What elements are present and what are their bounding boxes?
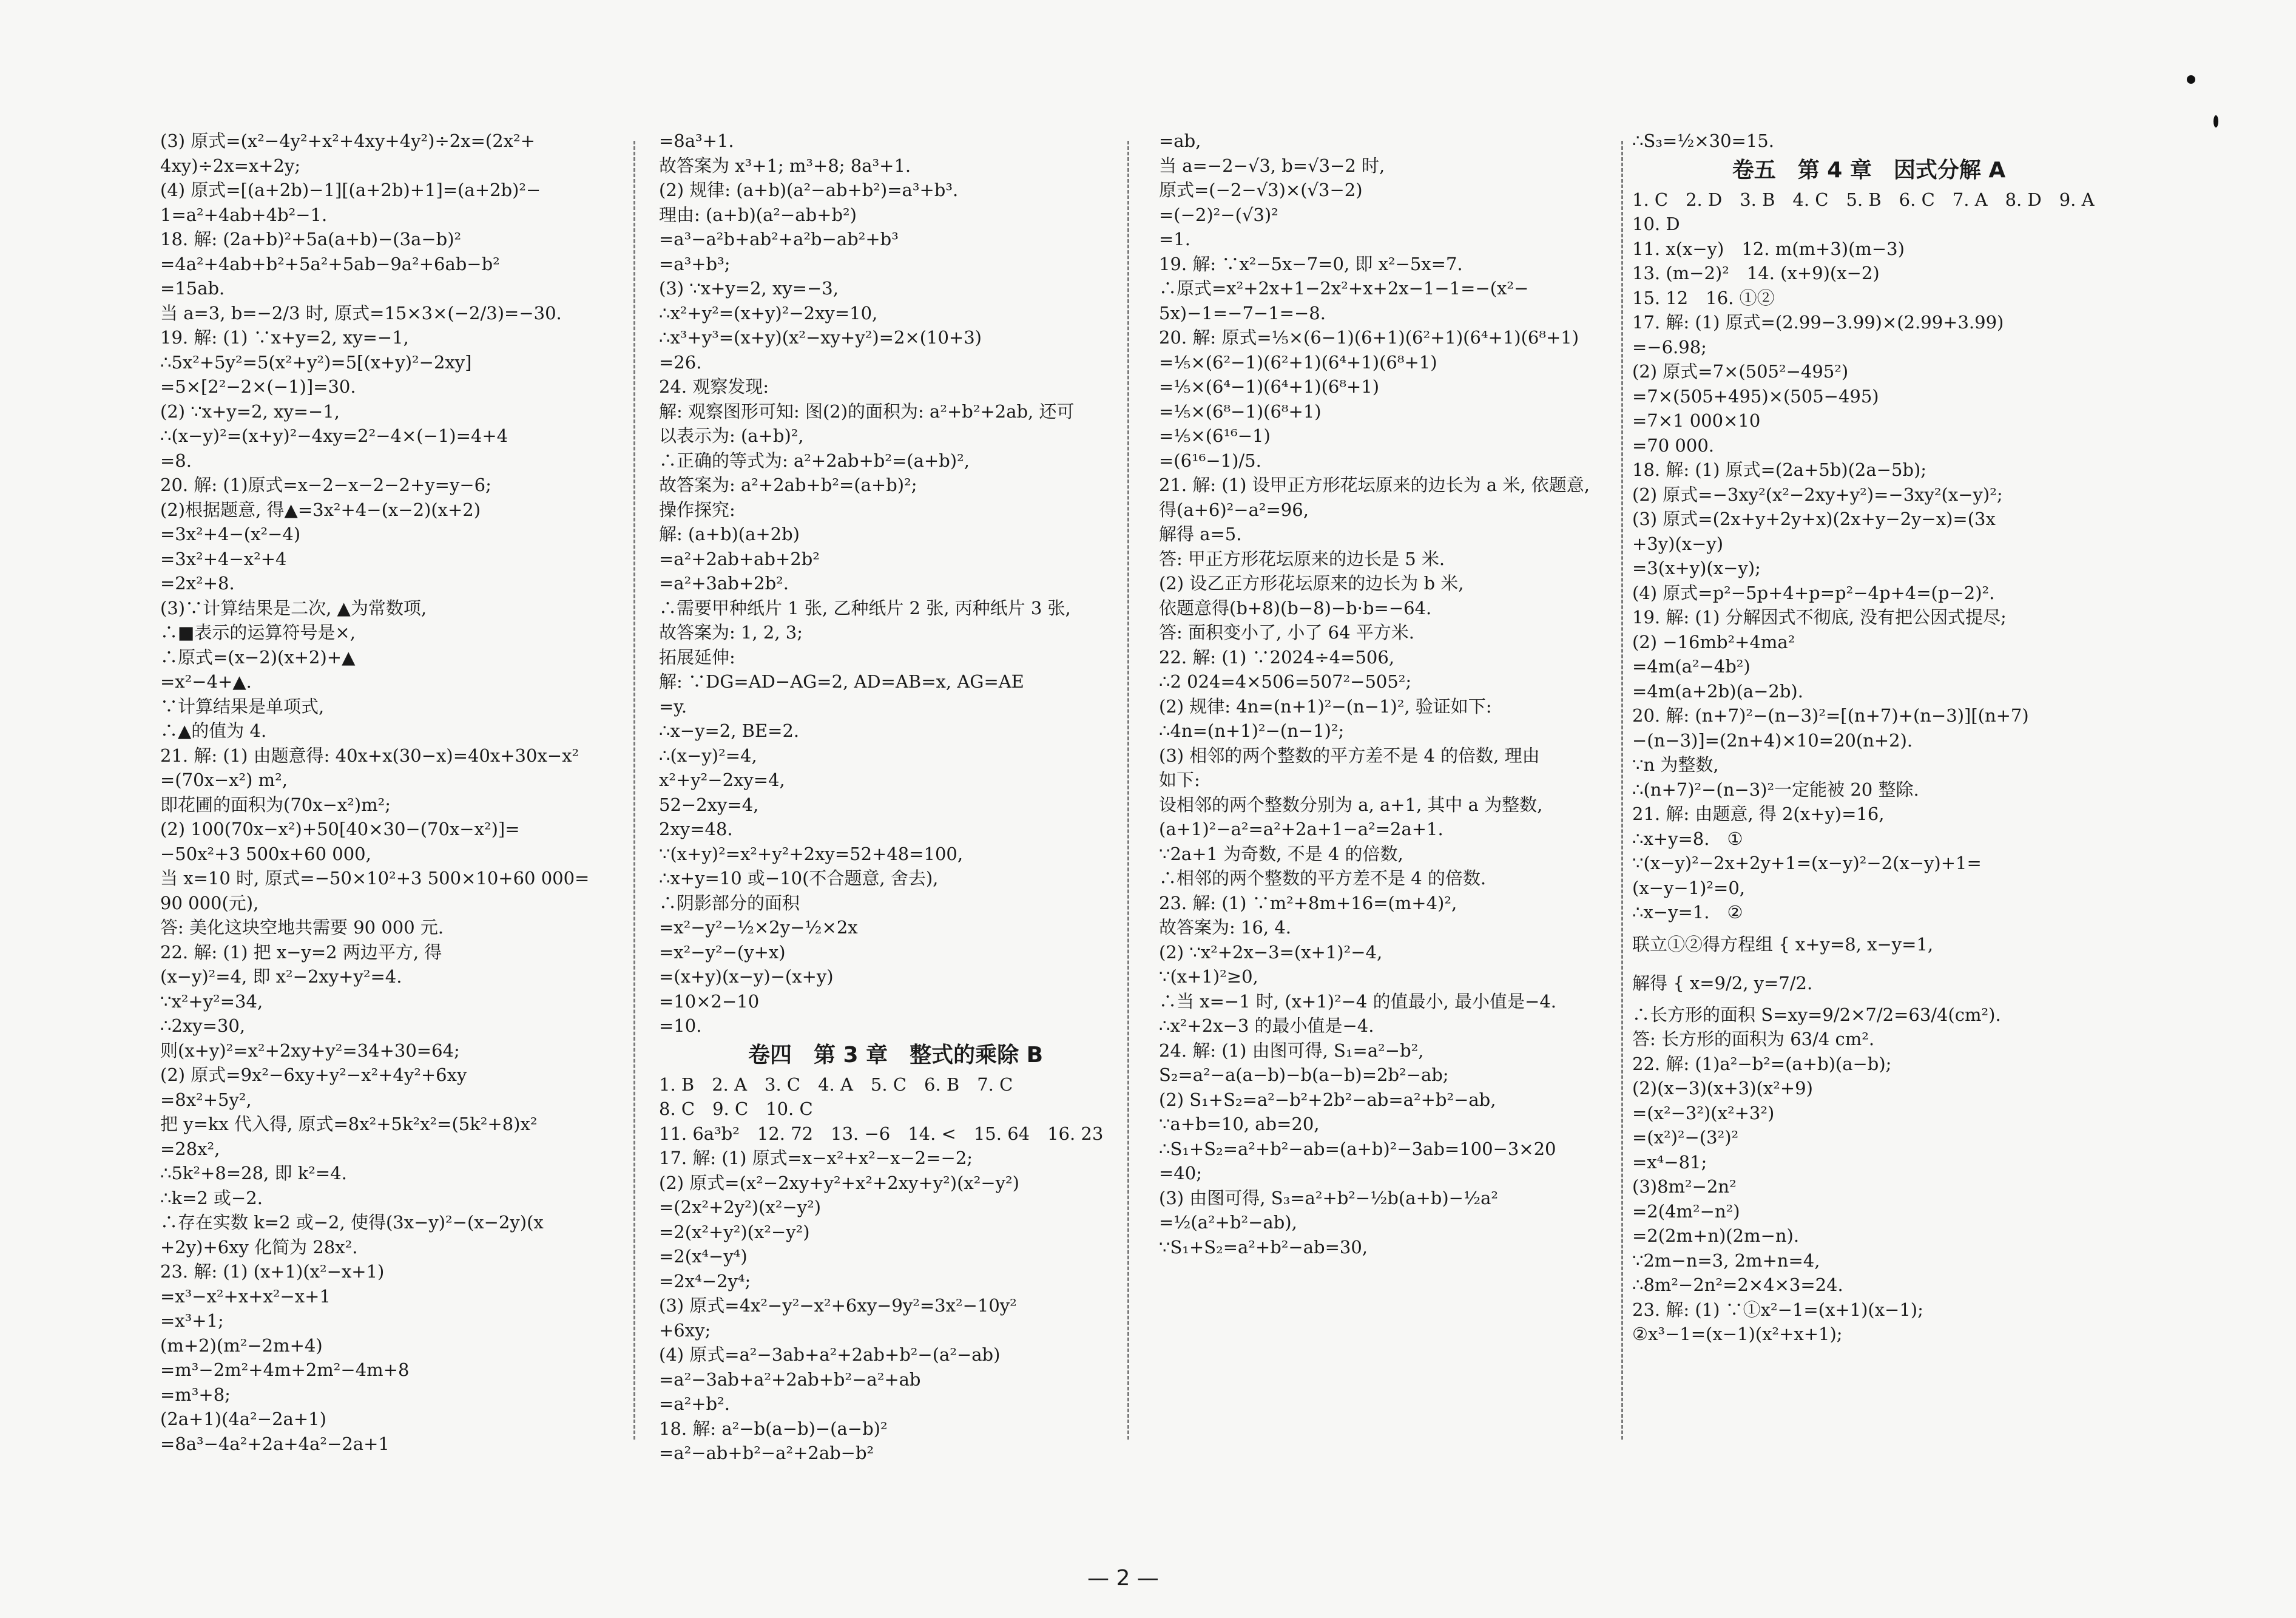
text-line: =70 000. xyxy=(1632,435,1714,456)
text-line: (2) −16mb²+4ma² xyxy=(1632,631,1795,652)
text-line: −(n−3)]=(2n+4)×10=20(n+2). xyxy=(1632,729,1913,751)
text-line: (3) 原式=(x²−4y²+x²+4xy+4y²)÷2x=(2x²+ xyxy=(160,130,535,151)
text-line: 8. C 9. C 10. C xyxy=(659,1098,813,1119)
text-line: ∴8m²−2n²=2×4×3=24. xyxy=(1632,1274,1843,1295)
text-line: (3) ∵x+y=2, xy=−3, xyxy=(659,278,839,299)
text-line: (2) 设乙正方形花坛原来的边长为 b 米, xyxy=(1159,573,1464,594)
text-line: 解: ∵DG=AD−AG=2, AD=AB=x, AG=AE xyxy=(659,671,1024,692)
text-line: 23. 解: (1) (x+1)(x²−x+1) xyxy=(160,1261,385,1282)
text-line: ∴■表示的运算符号是×, xyxy=(160,622,356,643)
text-line: 20. 解: (1)原式=x−2−x−2−2+y=y−6; xyxy=(160,475,491,495)
text-line: =8x²+5y², xyxy=(160,1089,252,1110)
text-line: (3)∵计算结果是二次, ▲为常数项, xyxy=(160,597,427,618)
text-line: ∴S₃=½×30=15. xyxy=(1632,130,1774,151)
text-line: ∴(x−y)²=4, xyxy=(659,745,757,766)
text-line: ∴S₁+S₂=a²+b²−ab=(a+b)²−3ab=100−3×20 xyxy=(1159,1138,1556,1159)
text-line: 20. 解: (n+7)²−(n−3)²=[(n+7)+(n−3)][(n+7) xyxy=(1632,705,2029,726)
text-line: =(x+y)(x−y)−(x+y) xyxy=(659,966,834,987)
text-line: 13. (m−2)² 14. (x+9)(x−2) xyxy=(1632,263,1880,283)
text-line: 4xy)÷2x=x+2y; xyxy=(160,155,301,176)
text-line: 故答案为: a²+2ab+b²=(a+b)²; xyxy=(659,475,917,495)
text-line: =7×(505+495)×(505−495) xyxy=(1632,385,1879,407)
text-line: (2) 100(70x−x²)+50[40×30−(70x−x²)]= xyxy=(160,819,520,839)
text-line: 故答案为: 1, 2, 3; xyxy=(659,622,803,643)
text-line: ∴需要甲种纸片 1 张, 乙种纸片 2 张, 丙种纸片 3 张, xyxy=(659,597,1071,618)
text-line: ∴阴影部分的面积 xyxy=(659,892,800,913)
text-line: 5x)−1=−7−1=−8. xyxy=(1159,302,1326,323)
text-line: (2) S₁+S₂=a²−b²+2b²−ab=a²+b²−ab, xyxy=(1159,1089,1496,1110)
text-line: =1. xyxy=(1159,229,1190,249)
text-line: =(70x−x²) m², xyxy=(160,770,288,790)
text-line: =⅕×(6¹⁶−1) xyxy=(1159,425,1271,446)
text-line: 18. 解: (2a+b)²+5a(a+b)−(3a−b)² xyxy=(160,229,462,249)
text-line: 解得 a=5. xyxy=(1159,524,1242,544)
text-line: (3) 相邻的两个整数的平方差不是 4 的倍数, 理由 xyxy=(1159,745,1540,766)
text-line: 联立①②得方程组 { x+y=8, x−y=1, xyxy=(1632,933,1934,955)
text-line: (m+2)(m²−2m+4) xyxy=(160,1335,323,1356)
text-line: =3x²+4−(x²−4) xyxy=(160,524,301,544)
text-line: 故答案为 x³+1; m³+8; 8a³+1. xyxy=(659,155,911,176)
text-line: 18. 解: (1) 原式=(2a+5b)(2a−5b); xyxy=(1632,459,1927,480)
text-line: =x³−x²+x+x²−x+1 xyxy=(160,1285,331,1307)
text-line: +6xy; xyxy=(659,1319,711,1341)
text-line: (2) 原式=(x²−2xy+y²+x²+2xy+y²)(x²−y²) xyxy=(659,1172,1019,1193)
text-line: =4a²+4ab+b²+5a²+5ab−9a²+6ab−b² xyxy=(160,253,500,274)
column-divider xyxy=(633,141,635,1440)
text-line: 11. x(x−y) 12. m(m+3)(m−3) xyxy=(1632,238,1905,259)
text-line: 依题意得(b+8)(b−8)−b·b=−64. xyxy=(1159,597,1432,618)
text-line: =2(4m²−n²) xyxy=(1632,1200,1740,1222)
text-line: 如下: xyxy=(1159,770,1200,790)
column-1 xyxy=(160,129,633,1456)
text-line: 22. 解: (1) 把 x−y=2 两边平方, 得 xyxy=(160,941,442,963)
text-line: 23. 解: (1) ∵①x²−1=(x+1)(x−1); xyxy=(1632,1299,1923,1320)
text-line: 解: 观察图形可知: 图(2)的面积为: a²+b²+2ab, 还可 xyxy=(659,401,1075,422)
text-line: 卷四 第 3 章 整式的乘除 B xyxy=(748,1042,1044,1068)
text-line: ∴5k²+8=28, 即 k²=4. xyxy=(160,1163,347,1183)
text-line: 1. B 2. A 3. C 4. A 5. C 6. B 7. C xyxy=(659,1074,1013,1095)
text-line: =(6¹⁶−1)/5. xyxy=(1159,450,1261,471)
text-line: ∵2a+1 为奇数, 不是 4 的倍数, xyxy=(1159,843,1403,864)
text-line: 22. 解: (1) ∵2024÷4=506, xyxy=(1159,646,1395,668)
text-line: S₂=a²−a(a−b)−b(a−b)=2b²−ab; xyxy=(1159,1065,1449,1085)
text-line: =y. xyxy=(659,696,687,717)
text-line: 以表示为: (a+b)², xyxy=(659,425,804,446)
text-line: 2xy=48. xyxy=(659,819,733,839)
text-line: 19. 解: (1) ∵x+y=2, xy=−1, xyxy=(160,327,409,348)
text-line: ∴4n=(n+1)²−(n−1)²; xyxy=(1159,720,1345,741)
text-line: =½(a²+b²−ab), xyxy=(1159,1212,1297,1233)
text-line: =3(x+y)(x−y); xyxy=(1632,558,1761,578)
text-line: 24. 解: (1) 由图可得, S₁=a²−b², xyxy=(1159,1040,1424,1061)
text-line: =a²+3ab+2b². xyxy=(659,573,789,594)
text-line: ∴原式=x²+2x+1−2x²+x+2x−1−1=−(x²− xyxy=(1159,278,1529,299)
text-line: =2(2m+n)(2m−n). xyxy=(1632,1225,1800,1246)
text-line: (2a+1)(4a²−2a+1) xyxy=(160,1409,326,1429)
text-line: ∴相邻的两个整数的平方差不是 4 的倍数. xyxy=(1159,868,1487,889)
text-line: (3) 原式=(2x+y+2y+x)(2x+y−2y−x)=(3x xyxy=(1632,509,1996,529)
text-line: x²+y²−2xy=4, xyxy=(659,770,785,790)
text-line: 17. 解: (1) 原式=x−x²+x²−x−2=−2; xyxy=(659,1148,973,1168)
text-line: 答: 面积变小了, 小了 64 平方米. xyxy=(1159,622,1414,643)
text-line: 23. 解: (1) ∵m²+8m+16=(m+4)², xyxy=(1159,892,1457,913)
text-line: (2) 规律: 4n=(n+1)²−(n−1)², 验证如下: xyxy=(1159,696,1492,717)
text-line: ∴(n+7)²−(n−3)²一定能被 20 整除. xyxy=(1632,779,1919,800)
text-line: ∴5x²+5y²=5(x²+y²)=5[(x+y)²−2xy] xyxy=(160,351,472,373)
text-line: 答: 长方形的面积为 63/4 cm². xyxy=(1632,1029,1875,1049)
text-line: 21. 解: (1) 由题意得: 40x+x(30−x)=40x+30x−x² xyxy=(160,745,579,766)
column-3 xyxy=(1159,129,1632,1259)
text-line: =⅕×(6⁸−1)(6⁸+1) xyxy=(1159,401,1322,422)
text-line: =10×2−10 xyxy=(659,990,760,1012)
text-line: 22. 解: (1)a²−b²=(a+b)(a−b); xyxy=(1632,1053,1892,1074)
text-line: ∵(x−y)²−2x+2y+1=(x−y)²−2(x−y)+1= xyxy=(1632,853,1982,873)
text-line: =x²−y²−½×2y−½×2x xyxy=(659,917,858,938)
text-line: (4) 原式=a²−3ab+a²+2ab+b²−(a²−ab) xyxy=(659,1344,1001,1365)
text-line: ∵计算结果是单项式, xyxy=(160,696,325,717)
text-line: 卷五 第 4 章 因式分解 A xyxy=(1732,157,2006,183)
page-number: — 2 — xyxy=(1087,1566,1159,1591)
text-line: ∴原式=(x−2)(x+2)+▲ xyxy=(160,646,356,668)
text-line: +2y)+6xy 化简为 28x². xyxy=(160,1236,358,1258)
text-line: =a³+b³; xyxy=(659,253,731,274)
text-line: 20. 解: 原式=⅕×(6−1)(6+1)(6²+1)(6⁴+1)(6⁸+1) xyxy=(1159,327,1579,348)
text-line: 19. 解: (1) 分解因式不彻底, 没有把公因式提尽; xyxy=(1632,607,2007,628)
text-line: ∴长方形的面积 S=xy=9/2×7/2=63/4(cm²). xyxy=(1632,1004,2001,1025)
text-line: =8a³−4a²+2a+4a²−2a+1 xyxy=(160,1433,390,1454)
text-line: (2) ∵x²+2x−3=(x+1)²−4, xyxy=(1159,941,1383,963)
text-line: =10. xyxy=(659,1015,702,1036)
text-line: (2)根据题意, 得▲=3x²+4−(x−2)(x+2) xyxy=(160,499,481,520)
text-line: 11. 6a³b² 12. 72 13. −6 14. < 15. 64 16. 23 xyxy=(659,1123,1104,1144)
text-line: =x³+1; xyxy=(160,1310,224,1331)
text-line: =3x²+4−x²+4 xyxy=(160,548,287,569)
text-line: 19. 解: ∵x²−5x−7=0, 即 x²−5x=7. xyxy=(1159,253,1463,274)
text-line: ∴x+y=8. ① xyxy=(1632,828,1743,849)
text-line: 即花圃的面积为(70x−x²)m²; xyxy=(160,794,391,815)
text-line: =4m(a²−4b²) xyxy=(1632,656,1751,677)
text-line: =a³−a²b+ab²+a²b−ab²+b³ xyxy=(659,229,899,249)
text-line: =−6.98; xyxy=(1632,336,1707,357)
text-line: 15. 12 16. ①② xyxy=(1632,287,1775,308)
text-line: 答: 甲正方形花坛原来的边长是 5 米. xyxy=(1159,548,1445,569)
text-line: =x²−y²−(y+x) xyxy=(659,941,786,963)
text-line: 则(x+y)²=x²+2xy+y²=34+30=64; xyxy=(160,1040,460,1061)
text-line: ∴当 x=−1 时, (x+1)²−4 的值最小, 最小值是−4. xyxy=(1159,990,1557,1012)
text-line: 当 a=−2−√3, b=√3−2 时, xyxy=(1159,155,1385,176)
text-line: ∵(x+1)²≥0, xyxy=(1159,966,1258,987)
text-line: 1. C 2. D 3. B 4. C 5. B 6. C 7. A 8. D 9. A xyxy=(1632,189,2095,210)
text-line: 设相邻的两个整数分别为 a, a+1, 其中 a 为整数, xyxy=(1159,794,1543,815)
text-line: 17. 解: (1) 原式=(2.99−3.99)×(2.99+3.99) xyxy=(1632,312,2004,333)
text-line: 21. 解: (1) 设甲正方形花坛原来的边长为 a 米, 依题意, xyxy=(1159,475,1590,495)
text-line: =8a³+1. xyxy=(659,130,734,151)
text-line: =m³+8; xyxy=(160,1384,231,1405)
text-line: =(x²−3²)(x²+3²) xyxy=(1632,1102,1775,1123)
text-line: 21. 解: 由题意, 得 2(x+y)=16, xyxy=(1632,804,1885,824)
text-line: (a+1)²−a²=a²+2a+1−a²=2a+1. xyxy=(1159,819,1443,839)
text-line: ∴x+y=10 或−10(不合题意, 舍去), xyxy=(659,868,939,889)
text-line: (2) 原式=9x²−6xy+y²−x²+4y²+6xy xyxy=(160,1065,467,1085)
text-line: ②x³−1=(x−1)(x²+x+1); xyxy=(1632,1324,1843,1344)
text-line: (2) 原式=7×(505²−495²) xyxy=(1632,361,1849,382)
text-line: ∴x²+y²=(x+y)²−2xy=10, xyxy=(659,302,878,323)
text-line: −50x²+3 500x+60 000, xyxy=(160,843,371,864)
text-line: 拓展延伸: xyxy=(659,646,735,668)
column-2 xyxy=(659,129,1132,1466)
text-line: (3)8m²−2n² xyxy=(1632,1176,1737,1197)
text-line: 故答案为: 16, 4. xyxy=(1159,917,1291,938)
text-line: 52−2xy=4, xyxy=(659,794,759,815)
text-line: =28x², xyxy=(160,1138,220,1159)
text-line: 24. 观察发现: xyxy=(659,376,769,397)
text-line: =(2x²+2y²)(x²−y²) xyxy=(659,1197,822,1217)
text-line: =ab, xyxy=(1159,130,1201,151)
text-line: ∴2xy=30, xyxy=(160,1015,246,1036)
text-line: 1=a²+4ab+4b²−1. xyxy=(160,204,328,225)
text-line: 90 000(元), xyxy=(160,892,259,913)
text-line: =7×1 000×10 xyxy=(1632,410,1761,431)
text-line: =8. xyxy=(160,450,192,471)
text-line: =2x²+8. xyxy=(160,573,235,594)
text-line: =x²−4+▲. xyxy=(160,671,252,692)
text-line: =a²−3ab+a²+2ab+b²−a²+ab xyxy=(659,1369,921,1390)
text-line: ∴x²+2x−3 的最小值是−4. xyxy=(1159,1015,1374,1036)
text-line: =m³−2m²+4m+2m²−4m+8 xyxy=(160,1359,410,1380)
text-line: =4m(a+2b)(a−2b). xyxy=(1632,680,1803,702)
text-line: ∴▲的值为 4. xyxy=(160,720,267,741)
text-line: =2x⁴−2y⁴; xyxy=(659,1270,751,1291)
text-line: 解得 { x=9/2, y=7/2. xyxy=(1632,972,1813,993)
text-line: ∴(x−y)²=(x+y)²−4xy=2²−4×(−1)=4+4 xyxy=(160,425,508,446)
text-line: 当 a=3, b=−2/3 时, 原式=15×3×(−2/3)=−30. xyxy=(160,302,562,323)
text-line: =15ab. xyxy=(160,278,225,299)
text-line: 原式=(−2−√3)×(√3−2) xyxy=(1159,180,1363,200)
text-line: 得(a+6)²−a²=96, xyxy=(1159,499,1309,520)
text-line: (4) 原式=p²−5p+4+p=p²−4p+4=(p−2)². xyxy=(1632,582,1995,603)
text-line: =(x²)²−(3²)² xyxy=(1632,1127,1739,1148)
text-line: =⅕×(6²−1)(6²+1)(6⁴+1)(6⁸+1) xyxy=(1159,351,1437,373)
text-line: =2(x⁴−y⁴) xyxy=(659,1246,748,1267)
text-line: ∵(x+y)²=x²+y²+2xy=52+48=100, xyxy=(659,843,964,864)
text-line: 理由: (a+b)(a²−ab+b²) xyxy=(659,204,857,225)
text-line: ∴x−y=2, BE=2. xyxy=(659,720,800,741)
text-line: 答: 美化这块空地共需要 90 000 元. xyxy=(160,917,444,938)
text-line: ∵2m−n=3, 2m+n=4, xyxy=(1632,1250,1820,1271)
column-4 xyxy=(1632,129,2105,1347)
text-line: 10. D xyxy=(1632,214,1680,234)
text-line: ∴正确的等式为: a²+2ab+b²=(a+b)², xyxy=(659,450,970,471)
text-line: 18. 解: a²−b(a−b)−(a−b)² xyxy=(659,1418,888,1439)
text-line: ∴2 024=4×506=507²−505²; xyxy=(1159,671,1412,692)
ink-dot xyxy=(2187,75,2195,84)
text-line: =40; xyxy=(1159,1163,1202,1183)
text-line: =a²+b². xyxy=(659,1393,730,1414)
text-line: =(−2)²−(√3)² xyxy=(1159,204,1278,225)
text-line: (2) ∵x+y=2, xy=−1, xyxy=(160,401,340,422)
text-line: =26. xyxy=(659,351,702,373)
text-line: ∴x−y=1. ② xyxy=(1632,902,1743,922)
text-line: =x⁴−81; xyxy=(1632,1151,1707,1173)
text-line: ∴k=2 或−2. xyxy=(160,1187,263,1208)
text-line: 操作探究: xyxy=(659,499,735,520)
text-line: ∵S₁+S₂=a²+b²−ab=30, xyxy=(1159,1236,1368,1258)
text-line: (2)(x−3)(x+3)(x²+9) xyxy=(1632,1078,1813,1098)
text-line: (4) 原式=[(a+2b)−1][(a+2b)+1]=(a+2b)²− xyxy=(160,180,541,200)
text-line: 把 y=kx 代入得, 原式=8x²+5k²x²=(5k²+8)x² xyxy=(160,1114,538,1134)
text-line: (3) 由图可得, S₃=a²+b²−½b(a+b)−½a² xyxy=(1159,1187,1499,1208)
text-line: 解: (a+b)(a+2b) xyxy=(659,524,800,544)
text-line: =⅕×(6⁴−1)(6⁴+1)(6⁸+1) xyxy=(1159,376,1380,397)
text-line: +3y)(x−y) xyxy=(1632,533,1724,554)
text-line: (2) 规律: (a+b)(a²−ab+b²)=a³+b³. xyxy=(659,180,959,200)
text-line: ∴存在实数 k=2 或−2, 使得(3x−y)²−(x−2y)(x xyxy=(160,1212,544,1233)
text-line: =a²+2ab+ab+2b² xyxy=(659,548,820,569)
text-line: =a²−ab+b²−a²+2ab−b² xyxy=(659,1443,874,1463)
text-line: ∵n 为整数, xyxy=(1632,754,1719,775)
text-line: =5×[2²−2×(−1)]=30. xyxy=(160,376,356,397)
text-line: ∵x²+y²=34, xyxy=(160,990,263,1012)
text-line: ∵a+b=10, ab=20, xyxy=(1159,1114,1320,1134)
text-line: ∴x³+y³=(x+y)(x²−xy+y²)=2×(10+3) xyxy=(659,327,982,348)
text-line: 当 x=10 时, 原式=−50×10²+3 500×10+60 000= xyxy=(160,868,590,889)
text-line: (x−y)²=4, 即 x²−2xy+y²=4. xyxy=(160,966,402,987)
text-line: (3) 原式=4x²−y²−x²+6xy−9y²=3x²−10y² xyxy=(659,1295,1017,1316)
text-line: (2) 原式=−3xy²(x²−2xy+y²)=−3xy²(x−y)²; xyxy=(1632,484,2003,505)
text-line: (x−y−1)²=0, xyxy=(1632,877,1746,898)
text-line: =2(x²+y²)(x²−y²) xyxy=(659,1221,810,1242)
ink-dot xyxy=(2213,115,2218,127)
